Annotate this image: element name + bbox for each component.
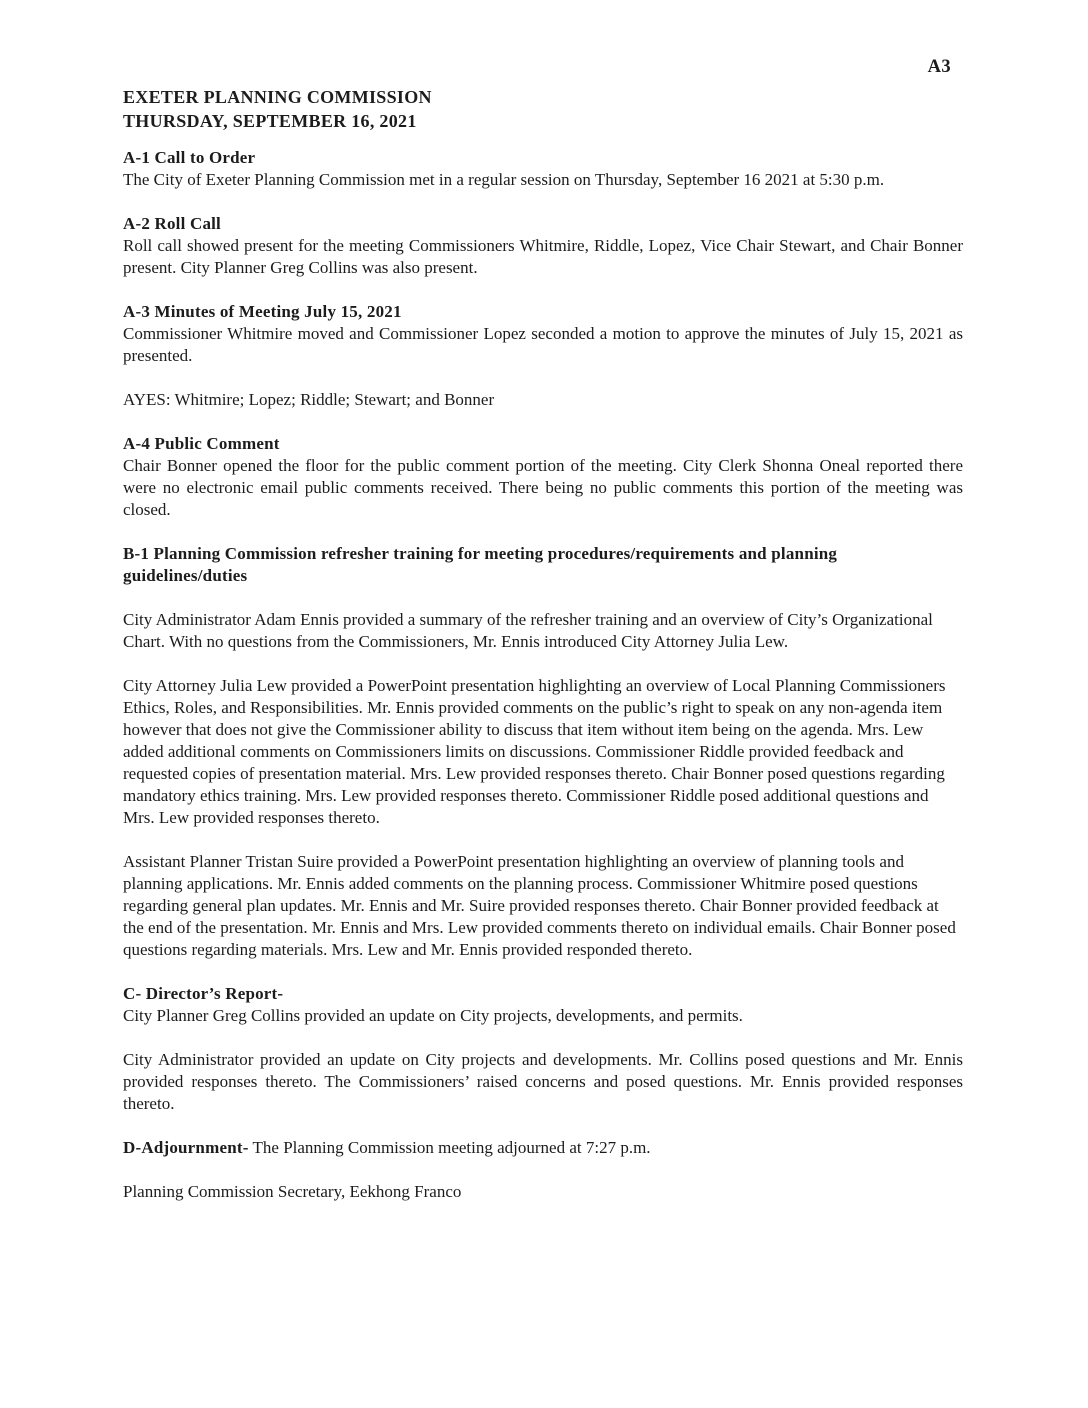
section-heading-a2: A-2 Roll Call [123,214,221,233]
section-heading-a3: A-3 Minutes of Meeting July 15, 2021 [123,302,402,321]
section-a1-body: The City of Exeter Planning Commission met in a regular session on Thursday, September 16 2021 at 5:30 p.m. [123,170,885,189]
section-a4-body: Chair Bonner opened the floor for the public comment portion of the meeting. City Clerk Shonna Oneal reported there were no electronic email public comments received. There being no public comments this portion of the meeting was closed. [123,456,963,519]
section-d-adjournment-line [123,1137,963,1159]
document-title-line2: THURSDAY, SEPTEMBER 16, 2021 [123,111,417,131]
section-a3-ayes-line: AYES: Whitmire; Lopez; Riddle; Stewart; and Bonner [123,390,495,409]
section-heading-b1: B-1 Planning Commission refresher training for meeting procedures/requirements and planning guidelines/duties [123,544,838,585]
section-a2-body: Roll call showed present for the meeting Commissioners Whitmire, Riddle, Lopez, Vice Chair Stewart, and Chair Bonner present. City Planner Greg Collins was also present. [123,236,963,277]
document-title-line1: EXETER PLANNING COMMISSION [123,87,432,107]
section-c-paragraph-1: City Planner Greg Collins provided an update on City projects, developments, and permits. [123,1006,743,1025]
section-heading-a1: A-1 Call to Order [123,148,256,167]
section-d-body: The Planning Commission meeting adjourned at 7:27 p.m. [248,1138,651,1157]
document-title [123,85,963,133]
section-d-heading: D-Adjournment- [123,1138,249,1157]
section-heading-a4: A-4 Public Comment [123,434,280,453]
section-b1-paragraph-2: City Attorney Julia Lew provided a PowerPoint presentation highlighting an overview of Local Planning Commissioners Ethics, Roles, and Responsibilities. Mr. Ennis provided comments on the public’s right to speak on any non-agenda item however that does not give the Commissioner ability to discuss that item without item being on the agenda. Mrs. Lew added additional comments on Commissioners limits on discussions. Commissioner Riddle provided feedback and requested copies of presentation material. Mrs. Lew provided responses thereto. Chair Bonner posed questions regarding mandatory ethics training. Mrs. Lew provided responses thereto. Commissioner Riddle posed additional questions and Mrs. Lew provided responses thereto. [123,676,946,827]
page-number: A3 [927,57,951,77]
section-heading-c: C- Director’s Report- [123,984,284,1003]
section-b1-paragraph-1: City Administrator Adam Ennis provided a summary of the refresher training and an overview of City’s Organizational Chart. With no questions from the Commissioners, Mr. Ennis introduced City Attorney Julia Lew. [123,610,933,651]
section-b1-paragraph-3: Assistant Planner Tristan Suire provided a PowerPoint presentation highlighting an overview of planning tools and planning applications. Mr. Ennis added comments on the planning process. Commissioner Whitmire posed questions regarding general plan updates. Mr. Ennis and Mr. Suire provided responses thereto. Chair Bonner provided feedback at the end of the presentation. Mr. Ennis and Mrs. Lew provided comments thereto on individual emails. Chair Bonner posed questions regarding materials. Mrs. Lew and Mr. Ennis provided responded thereto. [123,852,956,959]
section-c-paragraph-2: City Administrator provided an update on City projects and developments. Mr. Collins posed questions and Mr. Ennis provided responses thereto. The Commissioners’ raised concerns and posed questions. Mr. Ennis provided responses thereto. [123,1050,963,1113]
section-a3-body: Commissioner Whitmire moved and Commissioner Lopez seconded a motion to approve the minutes of July 15, 2021 as presented. [123,324,963,365]
secretary-signature-line: Planning Commission Secretary, Eekhong Franco [123,1182,462,1201]
